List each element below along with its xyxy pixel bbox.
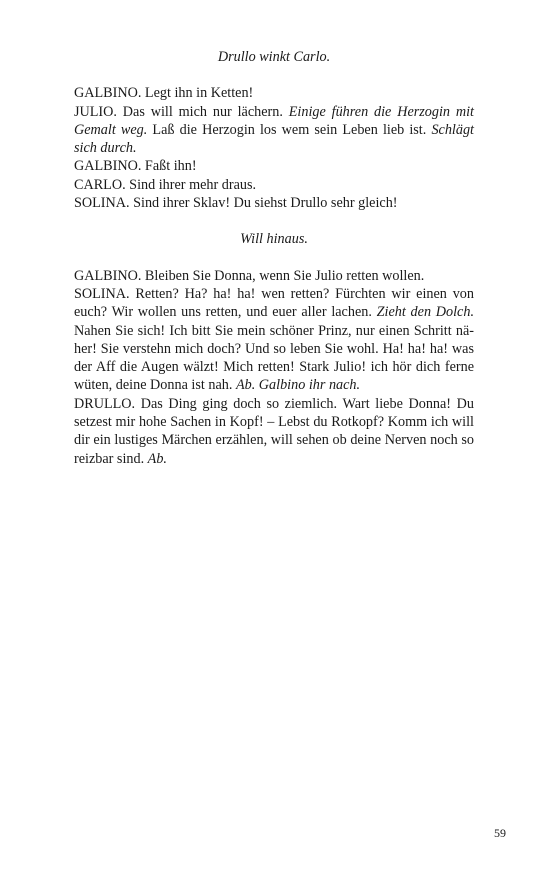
stage-direction-inline: Einige führen die Herzogin mit Gemalt weg. xyxy=(74,103,474,138)
speech-text: GALBINO. Legt ihn in Ketten! xyxy=(74,85,254,102)
speech-text: SOLINA. Sind ihrer Sklav! Du siehst Drullo sehr gleich! xyxy=(74,195,398,212)
stage-direction-middle: Will hinaus. xyxy=(240,231,308,248)
speech-carlo-1 xyxy=(74,176,474,194)
speech-galbino-1 xyxy=(74,84,474,102)
speech-text: SOLINA. Retten? Ha? ha! ha! wen retten? Fürchten wir einen von euch? Wir wollen uns retten, und euer aller lachen. xyxy=(74,285,474,321)
speech-drullo-1 xyxy=(74,395,474,468)
speech-galbino-3 xyxy=(74,267,474,285)
dialogue-block-1 xyxy=(74,84,474,212)
stage-direction-inline: Ab. xyxy=(147,450,167,467)
speech-galbino-2 xyxy=(74,157,474,175)
stage-direction-inline: Ab. Galbino ihr nach. xyxy=(235,377,361,394)
page-number: 59 xyxy=(494,826,506,840)
stage-direction-inline: Zieht den Dolch. xyxy=(376,304,474,321)
speech-julio-1 xyxy=(74,103,474,158)
stage-direction-top: Drullo winkt Carlo. xyxy=(217,49,331,65)
dialogue-block-2 xyxy=(74,267,474,468)
speech-solina-1 xyxy=(74,194,474,212)
speech-text: DRULLO. Das Ding ging doch so ziemlich. Wart liebe Donna! Du setzest mir hohe Sachen in Kopf! – Lebst du Rotkopf? Komm ich will dir ein lustiges Märchen erzählen, will sehen ob deine Nerven noch so reizbar sind. xyxy=(74,395,474,467)
speech-text: JULIO. Das will mich nur lächern. xyxy=(74,103,289,120)
speech-text: Nahen Sie sich! Ich bitt Sie mein schöner Prinz, nur einen Schritt näher! Sie verstehn mich doch? Und so leben Sie wohl. Ha! ha! ha! was der Aff die Augen wälzt! Mich retten! Stark Julio! ich hör dich ferne wüten, deine Donna ist nah. xyxy=(74,322,474,394)
speech-solina-2 xyxy=(74,285,474,395)
page-body xyxy=(74,48,474,468)
speech-text: GALBINO. Bleiben Sie Donna, wenn Sie Julio retten wollen. xyxy=(74,267,425,284)
speech-text: CARLO. Sind ihrer mehr draus. xyxy=(74,176,257,193)
stage-direction-inline: Schlägt sich durch. xyxy=(74,121,474,157)
speech-text: Laß die Herzogin los wem sein Leben lieb ist. xyxy=(147,121,432,138)
speech-text: GALBINO. Faßt ihn! xyxy=(74,158,197,175)
